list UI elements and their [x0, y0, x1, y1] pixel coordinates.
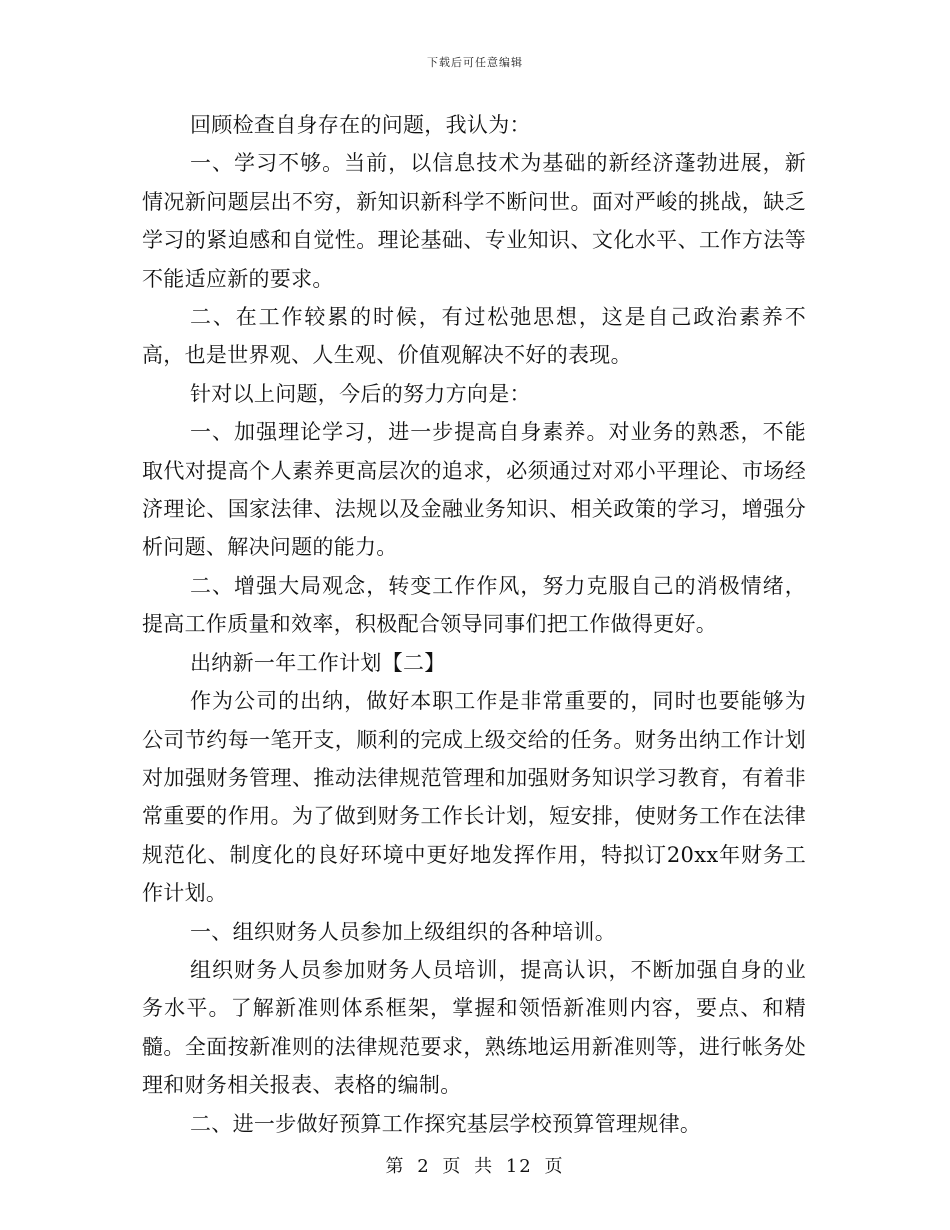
paragraph-plan-item-1: 一、组织财务人员参加上级组织的各种培训。 — [190, 919, 616, 944]
paragraph-problem-2: 二、在工作较累的时候，有过松弛思想，这是自己政治素养不高，也是世界观、人生观、价值观解决不好的表现。 — [142, 305, 806, 368]
paragraph-plan-intro: 作为公司的出纳，做好本职工作是非常重要的，同时也要能够为公司节约每一笔开支，顺利的完成上级交给的任务。财务出纳工作计划对加强财务管理、推动法律规范管理和加强财务知识学习教育，有着非常重要的作用。为了做到财务工作长计划，短安排，使财务工作在法律规范化、制度化的良好环境中更好地发挥作用，特拟订20xx年财务工作计划。 — [142, 689, 806, 906]
paragraph-review-intro: 回顾检查自身存在的问题，我认为： — [190, 113, 531, 137]
paragraph-problem-1: 一、学习不够。当前，以信息技术为基础的新经济蓬勃进展，新情况新问题层出不穷，新知识新科学不断问世。面对严峻的挑战，缺乏学习的紧迫感和自觉性。理论基础、专业知识、文化水平、工作方法等不能适应新的要求。 — [142, 151, 806, 291]
section-heading: 出纳新一年工作计划【二】 — [190, 650, 446, 675]
paragraph-plan-item-1-detail: 组织财务人员参加财务人员培训，提高认识，不断加强自身的业务水平。了解新准则体系框架，掌握和领悟新准则内容，要点、和精髓。全面按新准则的法律规范要求，熟练地运用新准则等，进行帐务处理和财务相关报表、表格的编制。 — [142, 957, 806, 1098]
paragraph-direction-1: 一、加强理论学习，进一步提高自身素养。对业务的熟悉，不能取代对提高个人素养更高层次的追求，必须通过对邓小平理论、市场经济理论、国家法律、法规以及金融业务知识、相关政策的学习，增强分析问题、解决问题的能力。 — [142, 420, 806, 560]
page-number: 第 2 页 共 12 页 — [385, 1156, 565, 1177]
paragraph-plan-item-2: 二、进一步做好预算工作探究基层学校预算管理规律。 — [190, 1111, 702, 1136]
paragraph-direction-2: 二、增强大局观念，转变工作作风，努力克服自己的消极情绪，提高工作质量和效率，积极配合领导同事们把工作做得更好。 — [142, 573, 806, 637]
paragraph-direction-intro: 针对以上问题，今后的努力方向是： — [190, 381, 531, 406]
document-body — [142, 106, 806, 1143]
header-note: 下载后可任意编辑 — [427, 56, 523, 69]
